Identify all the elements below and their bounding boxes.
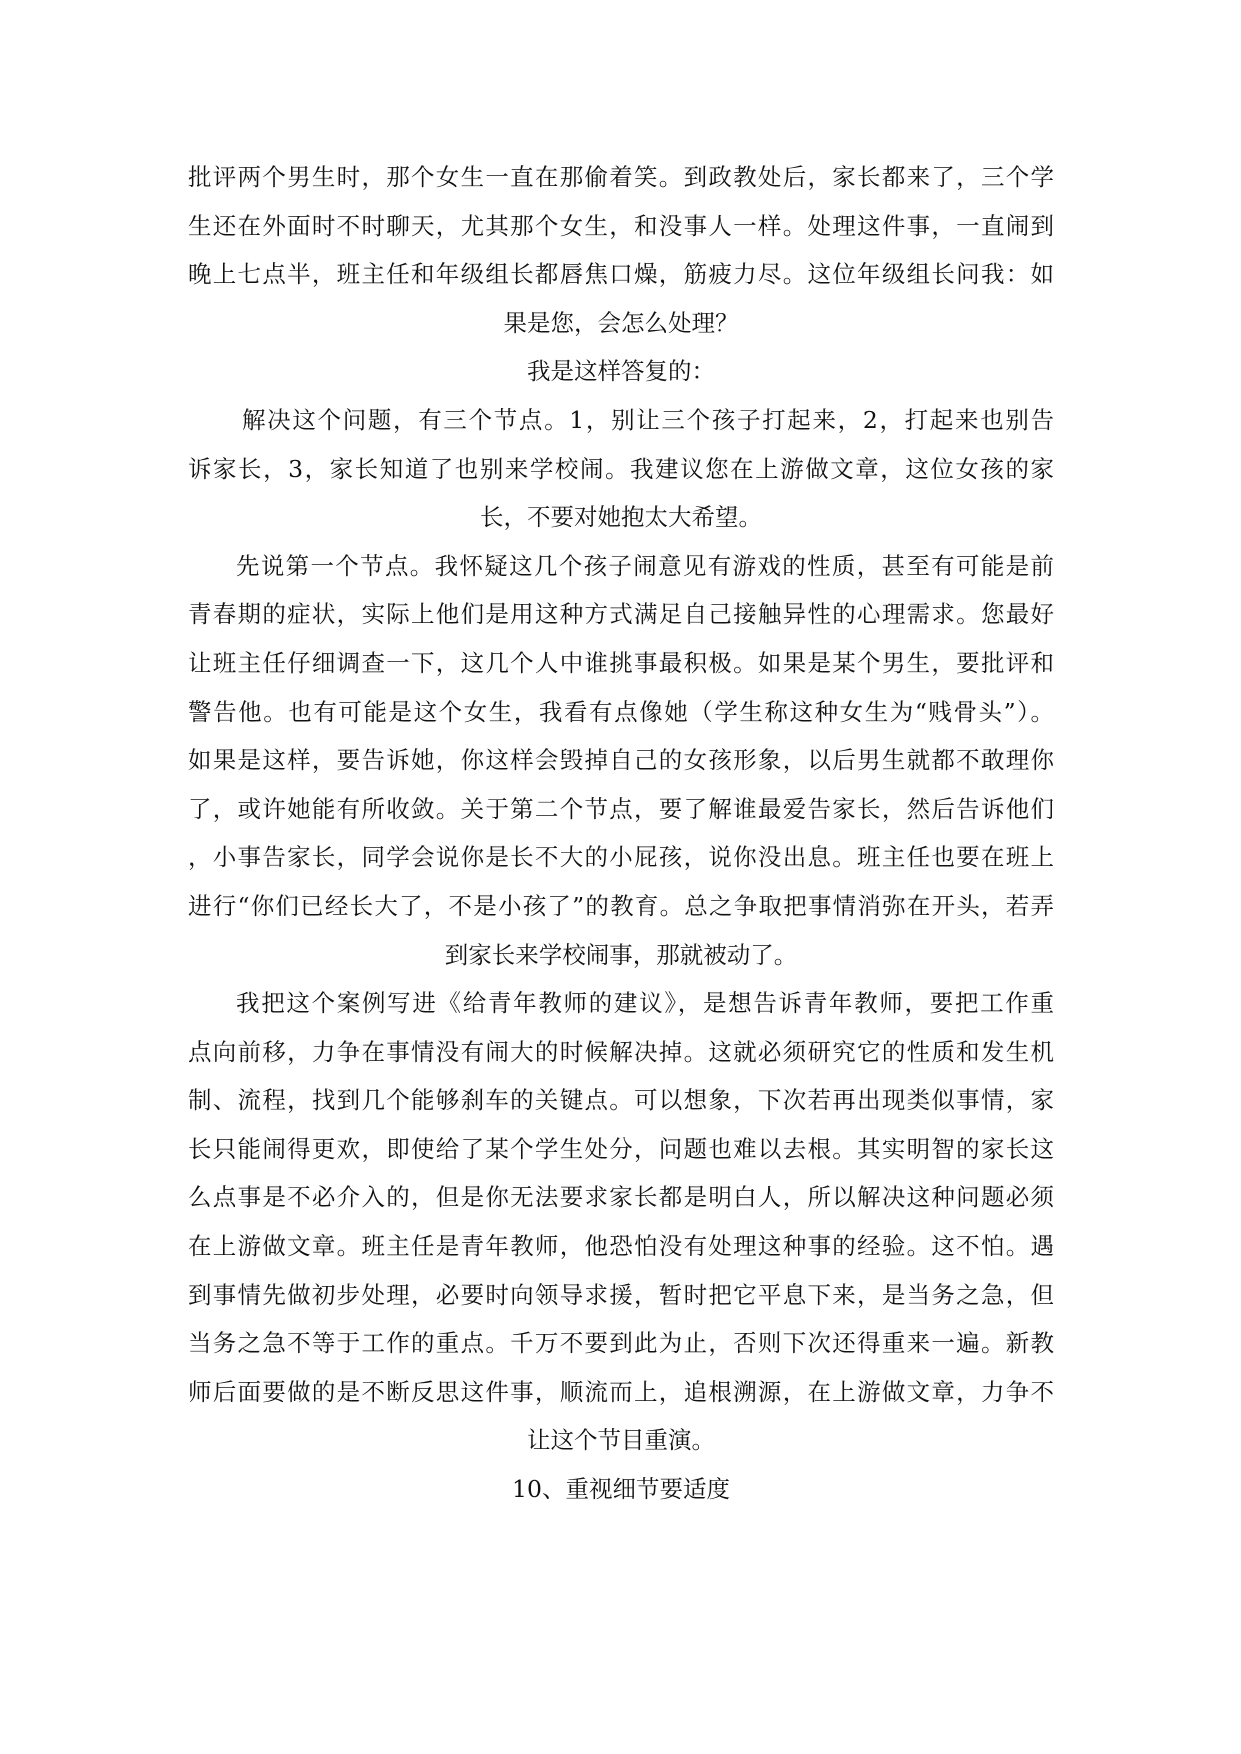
text-line: 么点事是不必介入的，但是你无法要求家长都是明白人，所以解决这种问题必须 <box>188 1183 1054 1212</box>
text-line: 在上游做文章。班主任是青年教师，他恐怕没有处理这种事的经验。这不怕。遇 <box>188 1232 1054 1261</box>
text-line: 到家长来学校闹事，那就被动了。 <box>444 940 798 969</box>
text-line: 到事情先做初步处理，必要时向领导求援，暂时把它平息下来，是当务之急，但 <box>188 1280 1054 1309</box>
text-line: 进行“你们已经长大了，不是小孩了”的教育。总之争取把事情消弥在开头，若弄 <box>188 891 1054 920</box>
text-line: 制、流程，找到几个能够刹车的关键点。可以想象，下次若再出现类似事情，家 <box>188 1086 1054 1115</box>
text-line: 师后面要做的是不断反思这件事，顺流而上，追根溯源，在上游做文章，力争不 <box>188 1377 1054 1406</box>
section-heading: 10、重视细节要适度 <box>512 1475 730 1504</box>
text-line: 警告他。也有可能是这个女生，我看有点像她（学生称这种女生为“贱骨头”）。 <box>188 697 1054 726</box>
text-line: 点向前移，力争在事情没有闹大的时候解决掉。这就必须研究它的性质和发生机 <box>188 1037 1054 1066</box>
text-line: ，小事告家长，同学会说你是长不大的小屁孩，说你没出息。班主任也要在班上 <box>188 843 1054 872</box>
text-line: 果是您，会怎么处理？ <box>503 308 739 337</box>
text-line: 让这个节目重演。 <box>527 1426 715 1455</box>
text-line: 我把这个案例写进《给青年教师的建议》，是想告诉青年教师，要把工作重 <box>236 989 1054 1018</box>
document-body <box>188 153 1054 1514</box>
text-line: 如果是这样，要告诉她，你这样会毁掉自己的女孩形象，以后男生就都不敢理你 <box>188 746 1054 775</box>
text-line: 批评两个男生时，那个女生一直在那偷着笑。到政教处后，家长都来了，三个学 <box>188 163 1054 191</box>
text-line: 长，不要对她抱太大希望。 <box>480 503 762 532</box>
text-line: 当务之急不等于工作的重点。千万不要到此为止，否则下次还得重来一遍。新教 <box>188 1329 1054 1358</box>
text-line: 长只能闹得更欢，即使给了某个学生处分，问题也难以去根。其实明智的家长这 <box>188 1134 1054 1163</box>
text-line: 青春期的症状，实际上他们是用这种方式满足自己接触异性的心理需求。您最好 <box>188 600 1054 629</box>
text-line: 先说第一个节点。我怀疑这几个孩子闹意见有游戏的性质，甚至有可能是前 <box>236 551 1054 580</box>
text-line: 诉家长，3，家长知道了也别来学校闹。我建议您在上游做文章，这位女孩的家 <box>188 454 1054 483</box>
text-line: 解决这个问题，有三个节点。1，别让三个孩子打起来，2，打起来也别告 <box>242 405 1054 434</box>
text-line: 让班主任仔细调查一下，这几个人中谁挑事最积极。如果是某个男生，要批评和 <box>188 648 1054 677</box>
text-line: 我是这样答复的： <box>527 357 715 386</box>
text-line: 晚上七点半，班主任和年级组长都唇焦口燥，筋疲力尽。这位年级组长问我：如 <box>188 260 1054 289</box>
text-line: 了，或许她能有所收敛。关于第二个节点，要了解谁最爱告家长，然后告诉他们 <box>188 794 1054 823</box>
text-line: 生还在外面时不时聊天，尤其那个女生，和没事人一样。处理这件事，一直闹到 <box>188 211 1054 240</box>
